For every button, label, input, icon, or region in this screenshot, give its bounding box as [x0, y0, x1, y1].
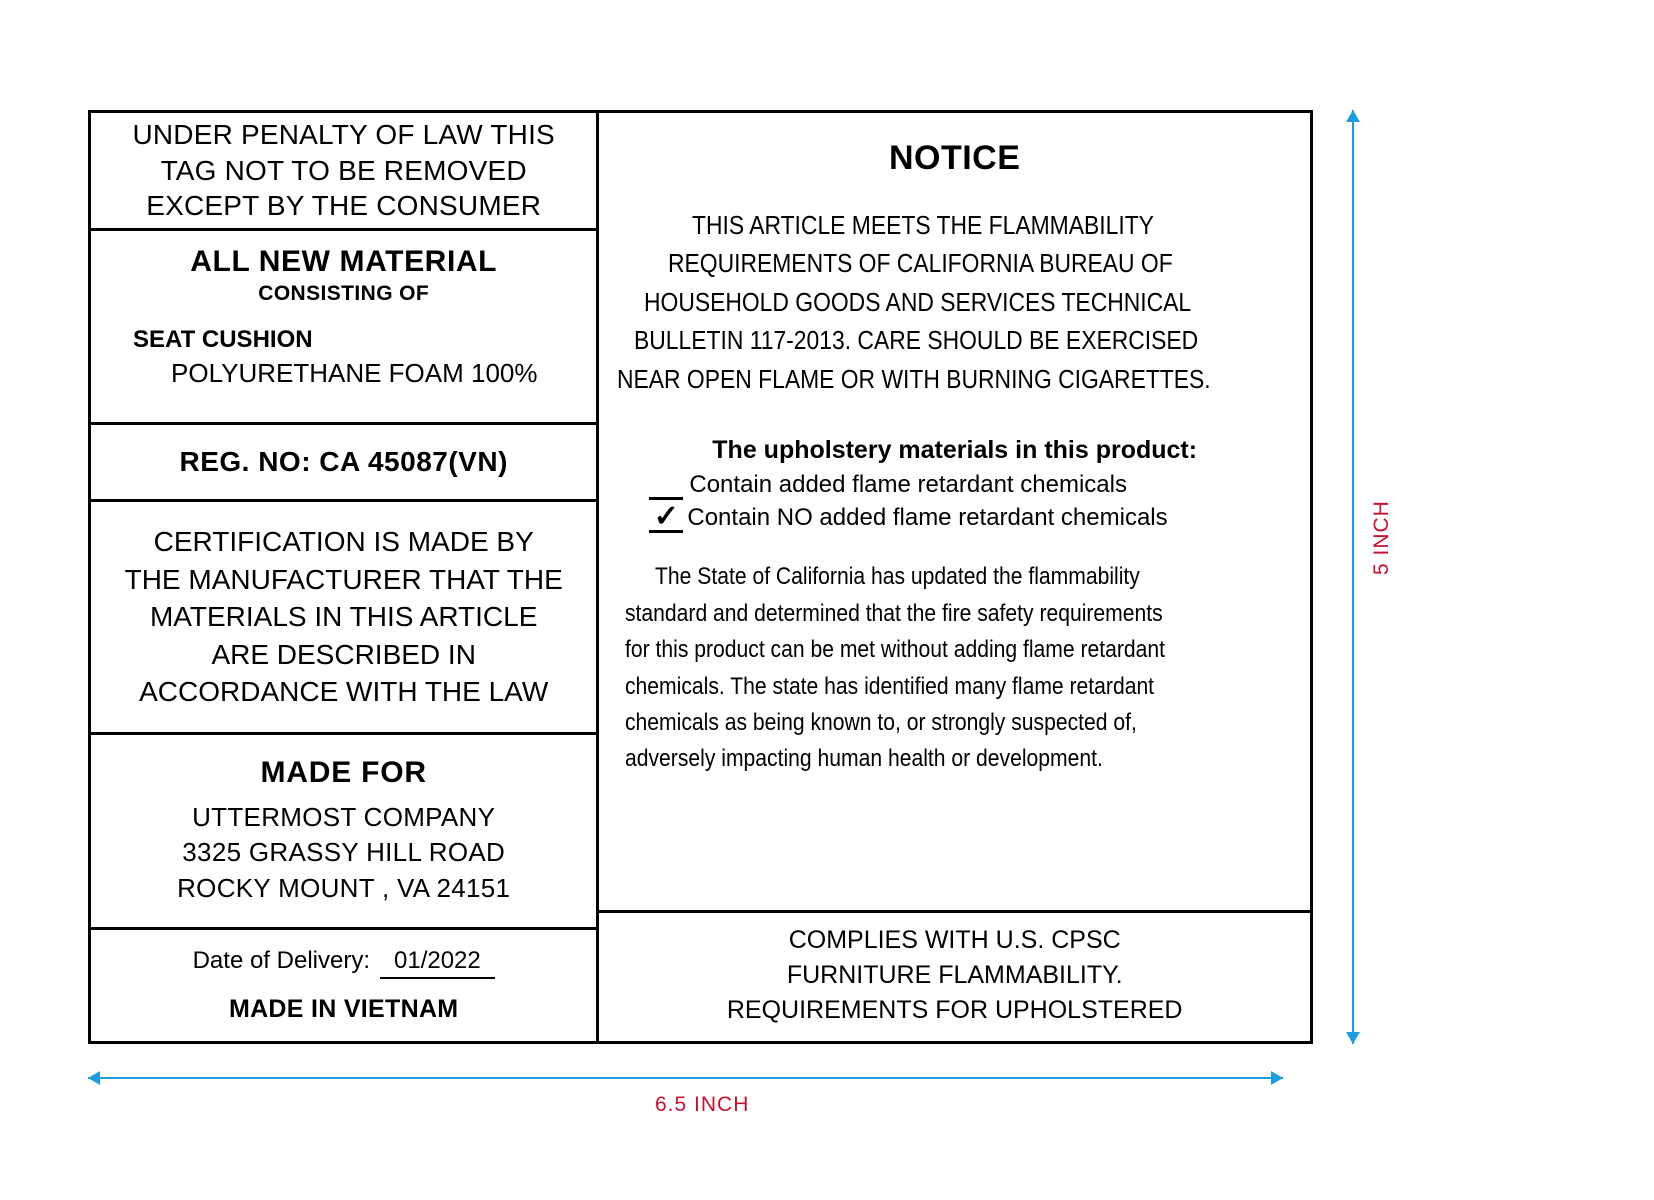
part-name: SEAT CUSHION: [133, 326, 313, 353]
penalty-line-2: TAG NOT TO BE REMOVED: [160, 154, 527, 186]
notice-line-2: REQUIREMENTS OF CALIFORNIA BUREAU OF: [667, 248, 1173, 279]
cpsc-line-3: REQUIREMENTS FOR UPHOLSTERED: [726, 995, 1183, 1024]
cpsc-line-1: COMPLIES WITH U.S. CPSC: [788, 925, 1121, 954]
checkbox-option-contains-no[interactable]: [617, 500, 1292, 534]
label-right-column: [599, 113, 1310, 1041]
delivery-row: [193, 947, 495, 979]
notice-body: [617, 206, 1292, 398]
new-material-title: ALL NEW MATERIAL: [190, 245, 498, 278]
state-paragraph: [617, 559, 1292, 778]
checkbox-option-contains-no-label: Contain NO added flame retardant chemicals: [687, 504, 1168, 532]
width-dimension-line: [88, 1077, 1283, 1079]
state-line-4: chemicals. The state has identified many flame retardant: [625, 672, 1155, 700]
width-arrow-right-icon: [1271, 1071, 1283, 1085]
company-city-state-zip: ROCKY MOUNT , VA 24151: [177, 872, 511, 903]
notice-title: NOTICE: [888, 139, 1021, 177]
penalty-notice-cell: [91, 113, 596, 231]
new-material-subtitle: CONSISTING OF: [258, 282, 430, 305]
delivery-date-value: 01/2022: [380, 947, 495, 979]
height-arrow-top-icon: [1346, 110, 1360, 122]
penalty-line-3: EXCEPT BY THE CONSUMER: [146, 190, 542, 222]
upholstery-heading: The upholstery materials in this product:: [712, 436, 1198, 465]
registration-number: REG. NO: CA 45087(VN): [91, 425, 596, 502]
state-line-3: for this product can be met without adding flame retardant: [625, 636, 1166, 664]
notice-cell: [599, 113, 1310, 913]
notice-line-1: THIS ARTICLE MEETS THE FLAMMABILITY: [692, 210, 1155, 240]
law-label: [88, 110, 1313, 1044]
width-dimension-label: 6.5 INCH: [655, 1093, 750, 1116]
width-arrow-left-icon: [88, 1071, 100, 1085]
checkbox-option-contains[interactable]: [617, 471, 1292, 500]
new-material-cell: [91, 231, 596, 425]
state-line-6: adversely impacting human health or development.: [625, 745, 1104, 773]
certification-line-3: MATERIALS IN THIS ARTICLE: [149, 601, 538, 633]
checkmark-icon[interactable]: ✓: [649, 504, 683, 533]
made-for-heading: MADE FOR: [260, 756, 427, 789]
notice-line-3: HOUSEHOLD GOODS AND SERVICES TECHNICAL: [643, 286, 1191, 317]
label-left-column: [91, 113, 599, 1041]
certification-line-1: CERTIFICATION IS MADE BY: [153, 526, 534, 558]
company-name: UTTERMOST COMPANY: [192, 802, 496, 832]
checkbox-option-contains-label: Contain added flame retardant chemicals: [689, 471, 1127, 499]
state-line-1: The State of California has updated the flammability: [655, 563, 1141, 591]
made-for-cell: [91, 735, 596, 930]
checkbox-unchecked-icon[interactable]: [649, 475, 683, 500]
cpsc-compliance-cell: [599, 913, 1310, 1041]
notice-line-5: NEAR OPEN FLAME OR WITH BURNING CIGARETTES.: [617, 363, 1212, 394]
penalty-line-1: UNDER PENALTY OF LAW THIS: [132, 118, 555, 150]
cpsc-line-2: FURNITURE FLAMMABILITY.: [786, 960, 1123, 989]
state-line-5: chemicals as being known to, or strongly suspected of,: [625, 709, 1138, 737]
delivery-cell: [91, 930, 596, 1041]
part-description: POLYURETHANE FOAM 100%: [171, 358, 538, 388]
certification-line-2: THE MANUFACTURER THAT THE: [124, 563, 563, 595]
country-of-origin: MADE IN VIETNAM: [228, 994, 459, 1023]
certification-cell: [91, 502, 596, 735]
certification-line-5: ACCORDANCE WITH THE LAW: [139, 676, 549, 708]
notice-line-4: BULLETIN 117-2013. CARE SHOULD BE EXERCISED: [634, 325, 1199, 356]
height-dimension-label: 5 INCH: [1370, 500, 1393, 575]
delivery-label: Date of Delivery:: [192, 946, 370, 974]
company-street: 3325 GRASSY HILL ROAD: [182, 837, 506, 868]
certification-line-4: ARE DESCRIBED IN: [211, 638, 476, 670]
height-dimension-line: [1352, 110, 1354, 1044]
height-arrow-bottom-icon: [1346, 1032, 1360, 1044]
state-line-2: standard and determined that the fire safety requirements: [625, 599, 1164, 627]
